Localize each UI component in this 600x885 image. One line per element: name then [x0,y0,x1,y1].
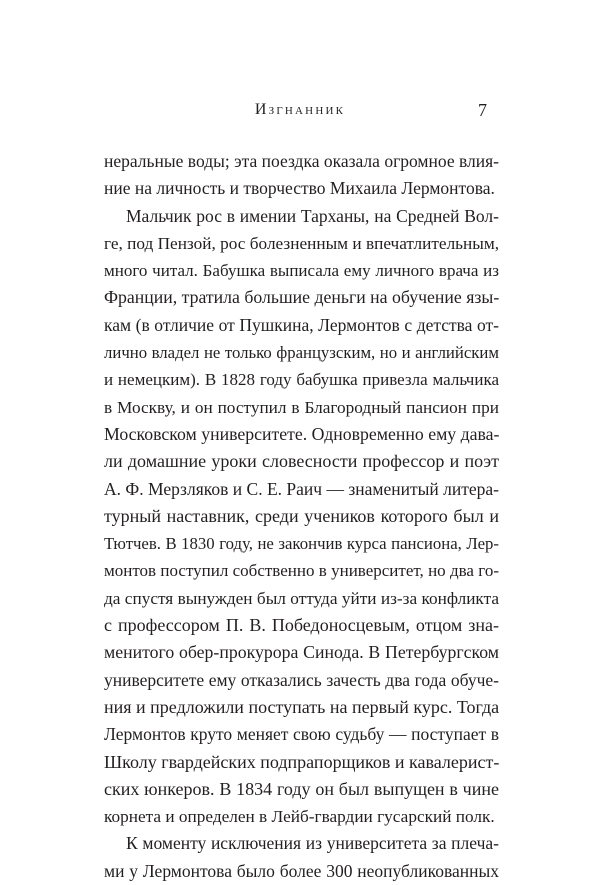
text-line: монтов поступил собственно в университет, но два го- [104,561,499,581]
body-text [104,148,499,885]
chapter-title: Изгнанник [254,101,346,118]
text-line: Школу гвардейских подпрапорщиков и кавалерист- [104,751,500,772]
text-line: ских юнкеров. В 1834 году он был выпущен в чине [104,778,499,799]
text-line: в Москву, и он поступил в Благородный пансион при [104,397,499,417]
text-line: А. Ф. Мерзляков и С. Е. Раич — знаменитый литера- [104,478,499,499]
text-line: с профессором П. В. Победоносцевым, отцом зна- [104,615,499,636]
text-line: Франции, тратила большие деньги на обучение язы- [104,287,500,308]
text-line: много читал. Бабушка выписала ему личного врача из [104,261,499,281]
text-line: К моменту исключения из университета за плеча- [126,833,499,854]
running-head [0,98,600,122]
text-line: корнета и определен в Лейб-гвардии гусарский полк. [104,807,495,827]
text-line: ми у Лермонтова было более 300 неопубликованных [104,860,499,881]
text-line: ге, под Пензой, рос болезненным и впечатлительным, [104,233,500,253]
page-number: 7 [478,100,487,120]
text-line: турный наставник, среди учеников которого был и [104,505,499,526]
text-line: ли домашние уроки словесности профессор и поэт [104,451,499,472]
text-line: лично владел не только французским, но и английским [104,343,499,363]
paragraph [104,203,499,831]
text-line: ние на личность и творчество Михаила Лермонтова. [104,178,495,199]
text-line: неральные воды; эта поездка оказала огромное влия- [104,151,499,171]
text-line: Лермонтов круто меняет свою судьбу — поступает в [104,724,499,745]
text-line: и немецким). В 1828 году бабушка привезла мальчика [104,370,499,390]
paragraph [104,148,499,203]
text-line: кам (в отличие от Пушкина, Лермонтов с детства от- [104,314,499,335]
text-line: Московском университете. Одновременно ему дава- [104,423,500,444]
paragraph [104,830,499,885]
text-line: Тютчев. В 1830 году, не закончив курса пансиона, Лер- [104,534,499,554]
text-line: да спустя вынужден был оттуда уйти из-за конфликта [104,588,499,608]
text-line: Мальчик рос в имении Тарханы, на Средней Вол- [126,205,499,226]
text-line: менитого обер-прокурора Синода. В Петербургском [104,642,499,663]
text-line: ния и предложили поступать на первый курс. Тогда [104,696,500,717]
text-line: университете ему отказались зачесть два года обуче- [104,669,499,690]
